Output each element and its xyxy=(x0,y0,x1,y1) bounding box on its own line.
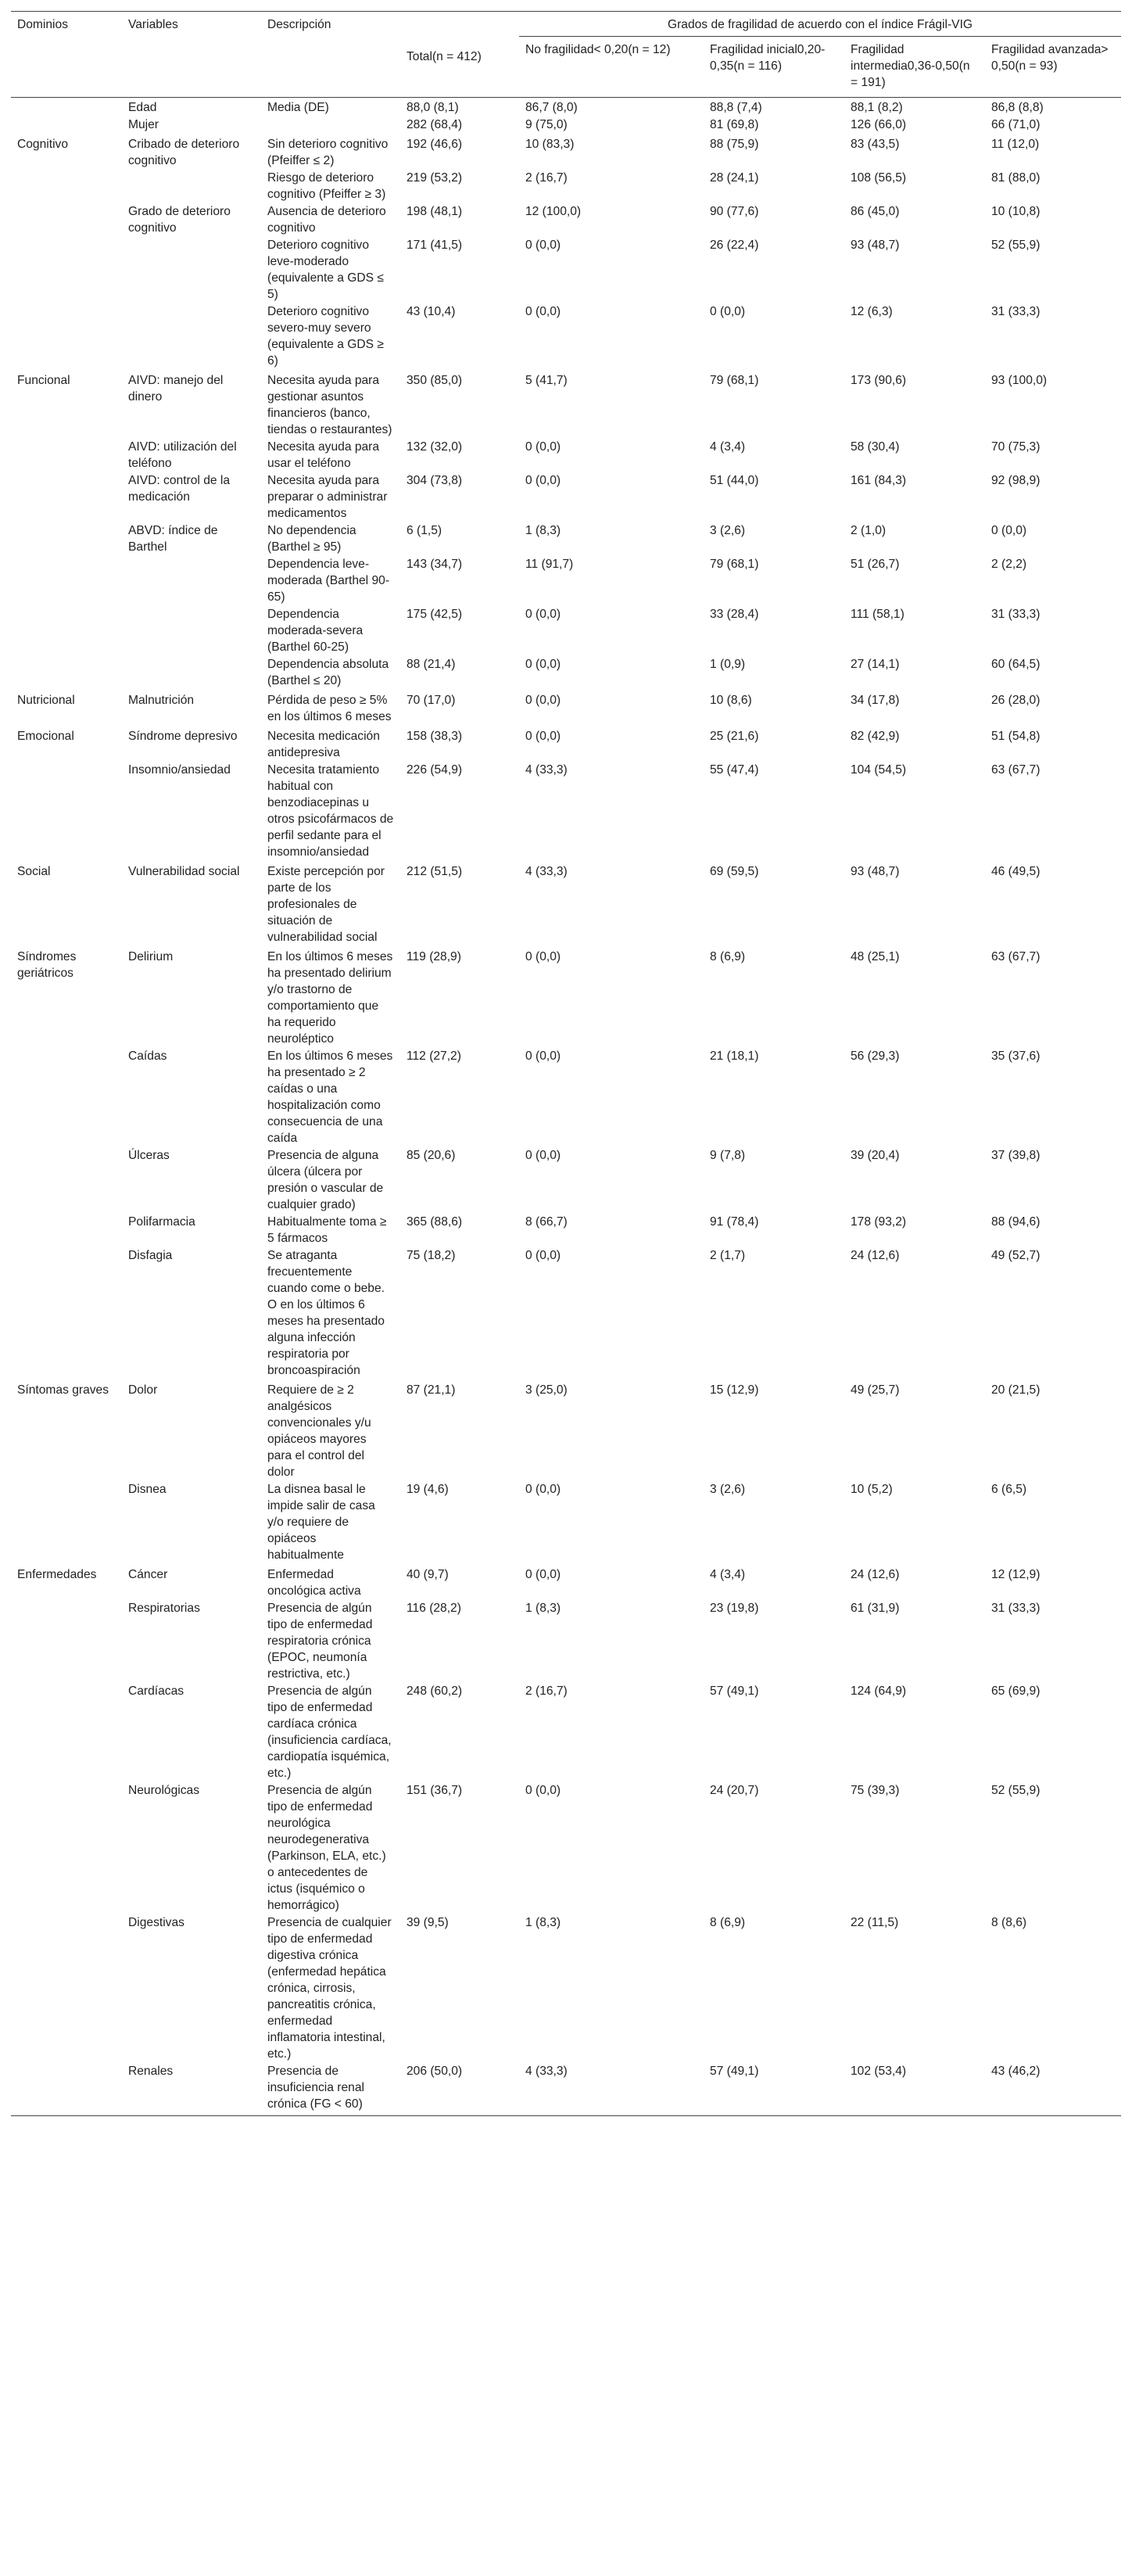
cell-total: 206 (50,0) xyxy=(400,2062,519,2116)
cell-no-fragilidad: 0 (0,0) xyxy=(525,440,561,454)
cell-fragilidad-inicial: 57 (49,1) xyxy=(704,2062,844,2116)
cell-dominio xyxy=(11,1781,122,1914)
table-row xyxy=(11,555,1121,605)
table-row xyxy=(11,725,1121,761)
cell-total: 192 (46,6) xyxy=(407,138,463,151)
cell-total: 39 (9,5) xyxy=(407,1916,449,1929)
cell-fragilidad-avanzada: 35 (37,6) xyxy=(991,1049,1041,1063)
table-row xyxy=(11,655,1121,689)
cell-fragilidad-inicial: 81 (69,8) xyxy=(710,118,759,131)
cell-fragilidad-intermedia: 22 (11,5) xyxy=(851,1916,899,1929)
cell-variable: Respiratorias xyxy=(128,1602,200,1615)
cell-fragilidad-inicial: 90 (77,6) xyxy=(710,205,759,218)
cell-descripcion: Presencia de algún tipo de enfermedad neurológica neurodegenerativa (Parkinson, ELA, etc.) o antecedentes de ictus (isquémico o hemorrágico) xyxy=(267,1784,390,1912)
cell-fragilidad-avanzada: 51 (54,8) xyxy=(991,730,1041,743)
cell-descripcion: Sin deterioro cognitivo (Pfeiffer ≤ 2) xyxy=(267,138,392,167)
header-total: Total(n = 412) xyxy=(400,12,519,98)
cell-dominio xyxy=(11,1213,122,1247)
table-row xyxy=(11,1563,1121,1599)
cell-no-fragilidad: 0 (0,0) xyxy=(525,305,561,318)
header-fragilidad-avanzada: Fragilidad avanzada> 0,50(n = 93) xyxy=(991,43,1109,73)
cell-dominio: Cognitivo xyxy=(17,138,69,151)
cell-fragilidad-intermedia: 126 (66,0) xyxy=(851,118,907,131)
cell-fragilidad-avanzada: 31 (33,3) xyxy=(991,305,1041,318)
cell-total: 226 (54,9) xyxy=(407,763,463,777)
cell-variable: Disnea xyxy=(128,1483,167,1496)
cell-fragilidad-intermedia: 104 (54,5) xyxy=(851,763,907,777)
cell-total: 350 (85,0) xyxy=(407,374,463,387)
cell-total: 219 (53,2) xyxy=(407,171,463,185)
cell-fragilidad-inicial: 3 (2,6) xyxy=(710,524,746,537)
cell-descripcion: Dependencia absoluta (Barthel ≤ 20) xyxy=(267,658,392,687)
cell-fragilidad-inicial: 1 (0,9) xyxy=(710,658,746,671)
cell-variable: Neurológicas xyxy=(128,1784,200,1797)
table-row xyxy=(11,133,1121,169)
cell-fragilidad-inicial: 0 (0,0) xyxy=(710,305,746,318)
cell-fragilidad-inicial: 8 (6,9) xyxy=(710,1916,746,1929)
cell-variable: Malnutrición xyxy=(128,694,195,707)
cell-fragilidad-inicial: 4 (3,4) xyxy=(710,440,746,454)
cell-fragilidad-intermedia: 34 (17,8) xyxy=(851,694,900,707)
cell-fragilidad-avanzada: 10 (10,8) xyxy=(991,205,1041,218)
cell-total: 119 (28,9) xyxy=(407,950,461,963)
cell-variable: Edad xyxy=(122,98,261,117)
cell-variable: Digestivas xyxy=(128,1916,184,1929)
cell-fragilidad-avanzada: 49 (52,7) xyxy=(991,1249,1041,1262)
cell-no-fragilidad: 9 (75,0) xyxy=(525,118,568,131)
cell-fragilidad-inicial: 88,8 (7,4) xyxy=(704,98,844,117)
cell-variable: Renales xyxy=(122,2062,261,2116)
cell-no-fragilidad: 0 (0,0) xyxy=(525,239,561,252)
cell-dominio xyxy=(11,761,122,860)
cell-no-fragilidad: 4 (33,3) xyxy=(525,865,568,878)
cell-total: 88 (21,4) xyxy=(407,658,456,671)
cell-total: 132 (32,0) xyxy=(407,440,463,454)
cell-descripcion: En los últimos 6 meses ha presentado ≥ 2 caídas o una hospitalización como consecuencia de una caída xyxy=(267,1049,396,1145)
cell-fragilidad-avanzada: 63 (67,7) xyxy=(991,763,1041,777)
cell-no-fragilidad: 0 (0,0) xyxy=(525,950,561,963)
cell-no-fragilidad: 0 (0,0) xyxy=(525,474,561,487)
cell-descripcion: Deterioro cognitivo severo-muy severo (equivalente a GDS ≥ 6) xyxy=(267,305,388,368)
cell-variable: Dolor xyxy=(128,1383,158,1397)
cell-dominio xyxy=(11,1914,122,2062)
cell-no-fragilidad: 8 (66,7) xyxy=(525,1215,568,1229)
cell-fragilidad-intermedia: 51 (26,7) xyxy=(851,558,900,571)
header-fragilidad-inicial: Fragilidad inicial0,20-0,35(n = 116) xyxy=(710,43,826,73)
table-row xyxy=(11,2062,1121,2116)
cell-fragilidad-inicial: 10 (8,6) xyxy=(710,694,752,707)
cell-fragilidad-avanzada: 12 (12,9) xyxy=(991,1568,1041,1581)
cell-total: 43 (10,4) xyxy=(407,305,456,318)
cell-descripcion: Habitualmente toma ≥ 5 fármacos xyxy=(267,1215,390,1245)
cell-fragilidad-avanzada: 63 (67,7) xyxy=(991,950,1041,963)
cell-descripcion: Enfermedad oncológica activa xyxy=(267,1568,361,1598)
cell-fragilidad-intermedia: 86 (45,0) xyxy=(851,205,900,218)
table-row xyxy=(11,1599,1121,1682)
table-row xyxy=(11,945,1121,1047)
frailty-table xyxy=(11,11,1121,2116)
table-row xyxy=(11,1480,1121,1563)
table-row xyxy=(11,169,1121,203)
cell-fragilidad-avanzada: 92 (98,9) xyxy=(991,474,1041,487)
cell-total: 365 (88,6) xyxy=(407,1215,463,1229)
cell-fragilidad-intermedia: 12 (6,3) xyxy=(851,305,893,318)
cell-variable: AIVD: manejo del dinero xyxy=(128,374,227,404)
cell-fragilidad-avanzada: 20 (21,5) xyxy=(991,1383,1041,1397)
cell-fragilidad-intermedia: 178 (93,2) xyxy=(851,1215,907,1229)
cell-fragilidad-intermedia: 39 (20,4) xyxy=(851,1149,900,1162)
cell-variable: AIVD: utilización del teléfono xyxy=(128,440,241,470)
cell-variable: Insomnio/ansiedad xyxy=(128,763,231,777)
cell-fragilidad-avanzada: 70 (75,3) xyxy=(991,440,1041,454)
cell-fragilidad-intermedia: 56 (29,3) xyxy=(851,1049,900,1063)
cell-fragilidad-inicial: 9 (7,8) xyxy=(710,1149,746,1162)
cell-no-fragilidad: 2 (16,7) xyxy=(525,1684,568,1698)
cell-no-fragilidad: 0 (0,0) xyxy=(525,1049,561,1063)
cell-dominio xyxy=(11,1247,122,1379)
cell-total: 143 (34,7) xyxy=(407,558,463,571)
cell-no-fragilidad: 3 (25,0) xyxy=(525,1383,568,1397)
cell-variable: ABVD: índice de Barthel xyxy=(128,524,221,554)
cell-no-fragilidad: 5 (41,7) xyxy=(525,374,568,387)
cell-total: 282 (68,4) xyxy=(407,118,463,131)
header-fragilidad-intermedia: Fragilidad intermedia0,36-0,50(n = 191) xyxy=(851,43,970,89)
cell-no-fragilidad: 0 (0,0) xyxy=(525,658,561,671)
cell-descripcion: Presencia de cualquier tipo de enfermedad digestiva crónica (enfermedad hepática crónica, cirrosis, pancreatitis crónica, enfermedad inflamatoria intestinal, etc.) xyxy=(267,1916,395,2061)
cell-total: 70 (17,0) xyxy=(407,694,456,707)
cell-fragilidad-intermedia: 93 (48,7) xyxy=(851,865,900,878)
table-row xyxy=(11,761,1121,860)
cell-variable xyxy=(122,303,261,369)
cell-no-fragilidad: 0 (0,0) xyxy=(525,1568,561,1581)
cell-fragilidad-inicial: 79 (68,1) xyxy=(710,374,759,387)
cell-fragilidad-avanzada: 43 (46,2) xyxy=(985,2062,1121,2116)
cell-no-fragilidad: 0 (0,0) xyxy=(525,608,561,621)
cell-fragilidad-inicial: 69 (59,5) xyxy=(710,865,759,878)
table-header xyxy=(11,12,1121,98)
cell-fragilidad-inicial: 55 (47,4) xyxy=(710,763,759,777)
cell-total: 112 (27,2) xyxy=(407,1049,461,1063)
cell-fragilidad-inicial: 57 (49,1) xyxy=(710,1684,759,1698)
table-row xyxy=(11,1682,1121,1781)
cell-total: 304 (73,8) xyxy=(407,474,463,487)
cell-fragilidad-inicial: 23 (19,8) xyxy=(710,1602,759,1615)
table-row xyxy=(11,236,1121,303)
cell-fragilidad-avanzada: 46 (49,5) xyxy=(991,865,1041,878)
cell-fragilidad-inicial: 3 (2,6) xyxy=(710,1483,746,1496)
cell-fragilidad-inicial: 51 (44,0) xyxy=(710,474,759,487)
cell-fragilidad-intermedia: 49 (25,7) xyxy=(851,1383,900,1397)
cell-fragilidad-avanzada: 31 (33,3) xyxy=(991,1602,1041,1615)
cell-variable: Disfagia xyxy=(128,1249,173,1262)
cell-dominio xyxy=(11,116,122,133)
cell-fragilidad-avanzada: 31 (33,3) xyxy=(991,608,1041,621)
table-row xyxy=(11,1379,1121,1480)
cell-descripcion: Presencia de insuficiencia renal crónica (FG < 60) xyxy=(261,2062,400,2116)
cell-dominio xyxy=(11,98,122,117)
cell-fragilidad-intermedia: 83 (43,5) xyxy=(851,138,900,151)
cell-fragilidad-avanzada: 6 (6,5) xyxy=(991,1483,1027,1496)
cell-dominio xyxy=(11,555,122,605)
header-variables: Variables xyxy=(122,12,261,98)
cell-fragilidad-inicial: 88 (75,9) xyxy=(710,138,759,151)
cell-dominio: Social xyxy=(17,865,51,878)
cell-fragilidad-intermedia: 10 (5,2) xyxy=(851,1483,893,1496)
cell-total: 19 (4,6) xyxy=(407,1483,449,1496)
cell-fragilidad-intermedia: 82 (42,9) xyxy=(851,730,900,743)
cell-fragilidad-intermedia: 111 (58,1) xyxy=(851,608,905,621)
cell-dominio xyxy=(11,1599,122,1682)
cell-fragilidad-intermedia: 2 (1,0) xyxy=(851,524,887,537)
cell-fragilidad-avanzada: 37 (39,8) xyxy=(991,1149,1041,1162)
cell-fragilidad-avanzada: 2 (2,2) xyxy=(991,558,1027,571)
cell-no-fragilidad: 1 (8,3) xyxy=(525,524,561,537)
table-row xyxy=(11,1047,1121,1146)
cell-fragilidad-intermedia: 124 (64,9) xyxy=(851,1684,907,1698)
cell-dominio: Emocional xyxy=(17,730,74,743)
cell-dominio xyxy=(11,655,122,689)
cell-descripcion: Dependencia leve-moderada (Barthel 90-65) xyxy=(267,558,390,604)
cell-fragilidad-avanzada: 26 (28,0) xyxy=(991,694,1041,707)
cell-no-fragilidad: 0 (0,0) xyxy=(525,1784,561,1797)
table-row xyxy=(11,605,1121,655)
cell-no-fragilidad: 10 (83,3) xyxy=(525,138,575,151)
cell-no-fragilidad: 12 (100,0) xyxy=(525,205,582,218)
table-row xyxy=(11,689,1121,725)
cell-fragilidad-avanzada: 65 (69,9) xyxy=(991,1684,1041,1698)
cell-no-fragilidad: 1 (8,3) xyxy=(525,1602,561,1615)
cell-no-fragilidad: 0 (0,0) xyxy=(525,1249,561,1262)
cell-fragilidad-intermedia: 75 (39,3) xyxy=(851,1784,900,1797)
cell-variable: Vulnerabilidad social xyxy=(128,865,240,878)
table-row xyxy=(11,1146,1121,1213)
cell-descripcion xyxy=(261,116,400,133)
table-body xyxy=(11,98,1121,2116)
cell-dominio xyxy=(11,522,122,555)
cell-variable: AIVD: control de la medicación xyxy=(128,474,234,504)
cell-variable: Cribado de deterioro cognitivo xyxy=(128,138,243,167)
cell-no-fragilidad: 11 (91,7) xyxy=(525,558,574,571)
table-row xyxy=(11,1247,1121,1379)
cell-variable xyxy=(122,605,261,655)
cell-descripcion: Necesita tratamiento habitual con benzodiacepinas u otros psicofármacos de perfil sedante para el insomnio/ansiedad xyxy=(267,763,397,859)
cell-fragilidad-inicial: 91 (78,4) xyxy=(710,1215,759,1229)
cell-descripcion: Necesita ayuda para gestionar asuntos financieros (banco, tiendas o restaurantes) xyxy=(267,374,392,436)
cell-total: 151 (36,7) xyxy=(407,1784,463,1797)
cell-dominio xyxy=(11,203,122,236)
cell-no-fragilidad: 0 (0,0) xyxy=(525,730,561,743)
cell-total: 212 (51,5) xyxy=(407,865,463,878)
cell-fragilidad-avanzada: 52 (55,9) xyxy=(991,1784,1041,1797)
cell-total: 75 (18,2) xyxy=(407,1249,456,1262)
cell-variable: Delirium xyxy=(128,950,174,963)
table-row xyxy=(11,303,1121,369)
cell-dominio xyxy=(11,169,122,203)
cell-fragilidad-inicial: 79 (68,1) xyxy=(710,558,759,571)
table-row xyxy=(11,369,1121,438)
cell-dominio xyxy=(11,2062,122,2116)
cell-variable: Polifarmacia xyxy=(128,1215,195,1229)
cell-dominio: Funcional xyxy=(17,374,70,387)
header-descripcion: Descripción xyxy=(261,12,400,98)
cell-fragilidad-avanzada: 60 (64,5) xyxy=(991,658,1041,671)
cell-no-fragilidad: 0 (0,0) xyxy=(525,1149,561,1162)
cell-descripcion: Media (DE) xyxy=(261,98,400,117)
cell-no-fragilidad: 0 (0,0) xyxy=(525,694,561,707)
cell-no-fragilidad: 1 (8,3) xyxy=(525,1916,561,1929)
header-dominios: Dominios xyxy=(11,12,122,98)
cell-fragilidad-intermedia: 88,1 (8,2) xyxy=(844,98,985,117)
cell-variable xyxy=(122,236,261,303)
cell-total: 158 (38,3) xyxy=(407,730,463,743)
cell-fragilidad-avanzada: 11 (12,0) xyxy=(991,138,1040,151)
cell-descripcion: Existe percepción por parte de los profesionales de situación de vulnerabilidad social xyxy=(267,865,389,944)
cell-dominio xyxy=(11,236,122,303)
cell-descripcion: Necesita ayuda para usar el teléfono xyxy=(267,440,383,470)
cell-fragilidad-intermedia: 173 (90,6) xyxy=(851,374,907,387)
cell-total: 198 (48,1) xyxy=(407,205,463,218)
cell-fragilidad-intermedia: 58 (30,4) xyxy=(851,440,900,454)
cell-dominio xyxy=(11,438,122,472)
cell-fragilidad-avanzada: 66 (71,0) xyxy=(991,118,1041,131)
cell-dominio: Síntomas graves xyxy=(17,1383,109,1397)
cell-no-fragilidad: 2 (16,7) xyxy=(525,171,568,185)
cell-fragilidad-inicial: 33 (28,4) xyxy=(710,608,759,621)
cell-no-fragilidad: 4 (33,3) xyxy=(525,763,568,777)
table-row xyxy=(11,203,1121,236)
table-row xyxy=(11,1914,1121,2062)
cell-total: 6 (1,5) xyxy=(407,524,442,537)
cell-variable: Caídas xyxy=(128,1049,167,1063)
cell-fragilidad-intermedia: 93 (48,7) xyxy=(851,239,900,252)
cell-total: 116 (28,2) xyxy=(407,1602,461,1615)
cell-variable: Síndrome depresivo xyxy=(128,730,238,743)
header-group-frailty: Grados de fragilidad de acuerdo con el índice Frágil-VIG xyxy=(519,12,1121,37)
cell-descripcion: Deterioro cognitivo leve-moderado (equivalente a GDS ≤ 5) xyxy=(267,239,388,301)
cell-variable xyxy=(122,555,261,605)
cell-descripcion: Pérdida de peso ≥ 5% en los últimos 6 meses xyxy=(267,694,392,723)
cell-fragilidad-intermedia: 61 (31,9) xyxy=(851,1602,900,1615)
cell-dominio xyxy=(11,1146,122,1213)
cell-fragilidad-intermedia: 108 (56,5) xyxy=(851,171,907,185)
cell-variable: Mujer xyxy=(128,118,159,131)
cell-fragilidad-avanzada: 8 (8,6) xyxy=(991,1916,1027,1929)
cell-descripcion: Necesita medicación antidepresiva xyxy=(267,730,384,759)
cell-fragilidad-avanzada: 88 (94,6) xyxy=(991,1215,1041,1229)
cell-descripcion: No dependencia (Barthel ≥ 95) xyxy=(267,524,360,554)
cell-fragilidad-avanzada: 0 (0,0) xyxy=(991,524,1027,537)
cell-descripcion: Requiere de ≥ 2 analgésicos convencionales y/u opiáceos mayores para el control del dolor xyxy=(267,1383,374,1479)
cell-total: 87 (21,1) xyxy=(407,1383,456,1397)
table-row xyxy=(11,522,1121,555)
cell-variable: Cardíacas xyxy=(128,1684,184,1698)
table-row xyxy=(11,98,1121,117)
cell-fragilidad-inicial: 21 (18,1) xyxy=(710,1049,759,1063)
cell-dominio xyxy=(11,1047,122,1146)
cell-descripcion: Riesgo de deterioro cognitivo (Pfeiffer ≥ 3) xyxy=(267,171,386,201)
cell-total: 248 (60,2) xyxy=(407,1684,463,1698)
cell-no-fragilidad: 4 (33,3) xyxy=(519,2062,704,2116)
cell-dominio: Nutricional xyxy=(17,694,75,707)
cell-total: 175 (42,5) xyxy=(407,608,463,621)
cell-descripcion: Presencia de algún tipo de enfermedad cardíaca crónica (insuficiencia cardíaca, cardiopatía isquémica, etc.) xyxy=(267,1684,395,1780)
cell-fragilidad-intermedia: 161 (84,3) xyxy=(851,474,907,487)
table-row xyxy=(11,860,1121,945)
cell-total: 85 (20,6) xyxy=(407,1149,456,1162)
cell-descripcion: En los últimos 6 meses ha presentado delirium y/o trastorno de comportamiento que ha requerido neuroléptico xyxy=(267,950,396,1046)
cell-dominio xyxy=(11,472,122,522)
cell-fragilidad-inicial: 25 (21,6) xyxy=(710,730,759,743)
cell-fragilidad-inicial: 28 (24,1) xyxy=(710,171,759,185)
cell-total: 40 (9,7) xyxy=(407,1568,449,1581)
table-row xyxy=(11,438,1121,472)
cell-descripcion: Ausencia de deterioro cognitivo xyxy=(267,205,390,235)
cell-variable: Úlceras xyxy=(128,1149,170,1162)
table-row xyxy=(11,116,1121,133)
cell-descripcion: Necesita ayuda para preparar o administrar medicamentos xyxy=(267,474,391,520)
cell-dominio xyxy=(11,1480,122,1563)
table-row xyxy=(11,1213,1121,1247)
cell-fragilidad-inicial: 2 (1,7) xyxy=(710,1249,746,1262)
header-no-fragilidad: No fragilidad< 0,20(n = 12) xyxy=(525,43,671,56)
cell-variable: Cáncer xyxy=(128,1568,168,1581)
cell-fragilidad-avanzada: 81 (88,0) xyxy=(991,171,1041,185)
cell-dominio xyxy=(11,303,122,369)
cell-fragilidad-intermedia: 24 (12,6) xyxy=(851,1249,900,1262)
cell-fragilidad-avanzada: 86,8 (8,8) xyxy=(985,98,1121,117)
cell-fragilidad-avanzada: 93 (100,0) xyxy=(991,374,1048,387)
table-row xyxy=(11,1781,1121,1914)
cell-no-fragilidad: 0 (0,0) xyxy=(525,1483,561,1496)
cell-fragilidad-avanzada: 52 (55,9) xyxy=(991,239,1041,252)
cell-fragilidad-intermedia: 24 (12,6) xyxy=(851,1568,900,1581)
cell-fragilidad-inicial: 24 (20,7) xyxy=(710,1784,759,1797)
cell-descripcion: La disnea basal le impide salir de casa y/o requiere de opiáceos habitualmente xyxy=(267,1483,379,1562)
cell-fragilidad-intermedia: 27 (14,1) xyxy=(851,658,900,671)
cell-fragilidad-inicial: 8 (6,9) xyxy=(710,950,746,963)
cell-descripcion: Presencia de algún tipo de enfermedad respiratoria crónica (EPOC, neumonía restrictiva, etc.) xyxy=(267,1602,376,1681)
cell-variable xyxy=(122,655,261,689)
cell-no-fragilidad: 86,7 (8,0) xyxy=(519,98,704,117)
cell-dominio: Enfermedades xyxy=(17,1568,97,1581)
cell-dominio xyxy=(11,605,122,655)
cell-descripcion: Presencia de alguna úlcera (úlcera por presión o vascular de cualquier grado) xyxy=(267,1149,387,1211)
cell-variable: Grado de deterioro cognitivo xyxy=(128,205,235,235)
cell-descripcion: Se atraganta frecuentemente cuando come o bebe. O en los últimos 6 meses ha presentado alguna infección respiratoria por broncoaspiración xyxy=(267,1249,389,1377)
cell-fragilidad-intermedia: 48 (25,1) xyxy=(851,950,900,963)
cell-dominio: Síndromes geriátricos xyxy=(17,950,80,980)
cell-variable xyxy=(122,169,261,203)
cell-total: 88,0 (8,1) xyxy=(400,98,519,117)
table-row xyxy=(11,472,1121,522)
cell-fragilidad-intermedia: 102 (53,4) xyxy=(844,2062,985,2116)
cell-fragilidad-inicial: 4 (3,4) xyxy=(710,1568,746,1581)
cell-descripcion: Dependencia moderada-severa (Barthel 60-25) xyxy=(267,608,367,654)
cell-dominio xyxy=(11,1682,122,1781)
cell-fragilidad-inicial: 15 (12,9) xyxy=(710,1383,759,1397)
cell-fragilidad-inicial: 26 (22,4) xyxy=(710,239,759,252)
cell-total: 171 (41,5) xyxy=(407,239,463,252)
